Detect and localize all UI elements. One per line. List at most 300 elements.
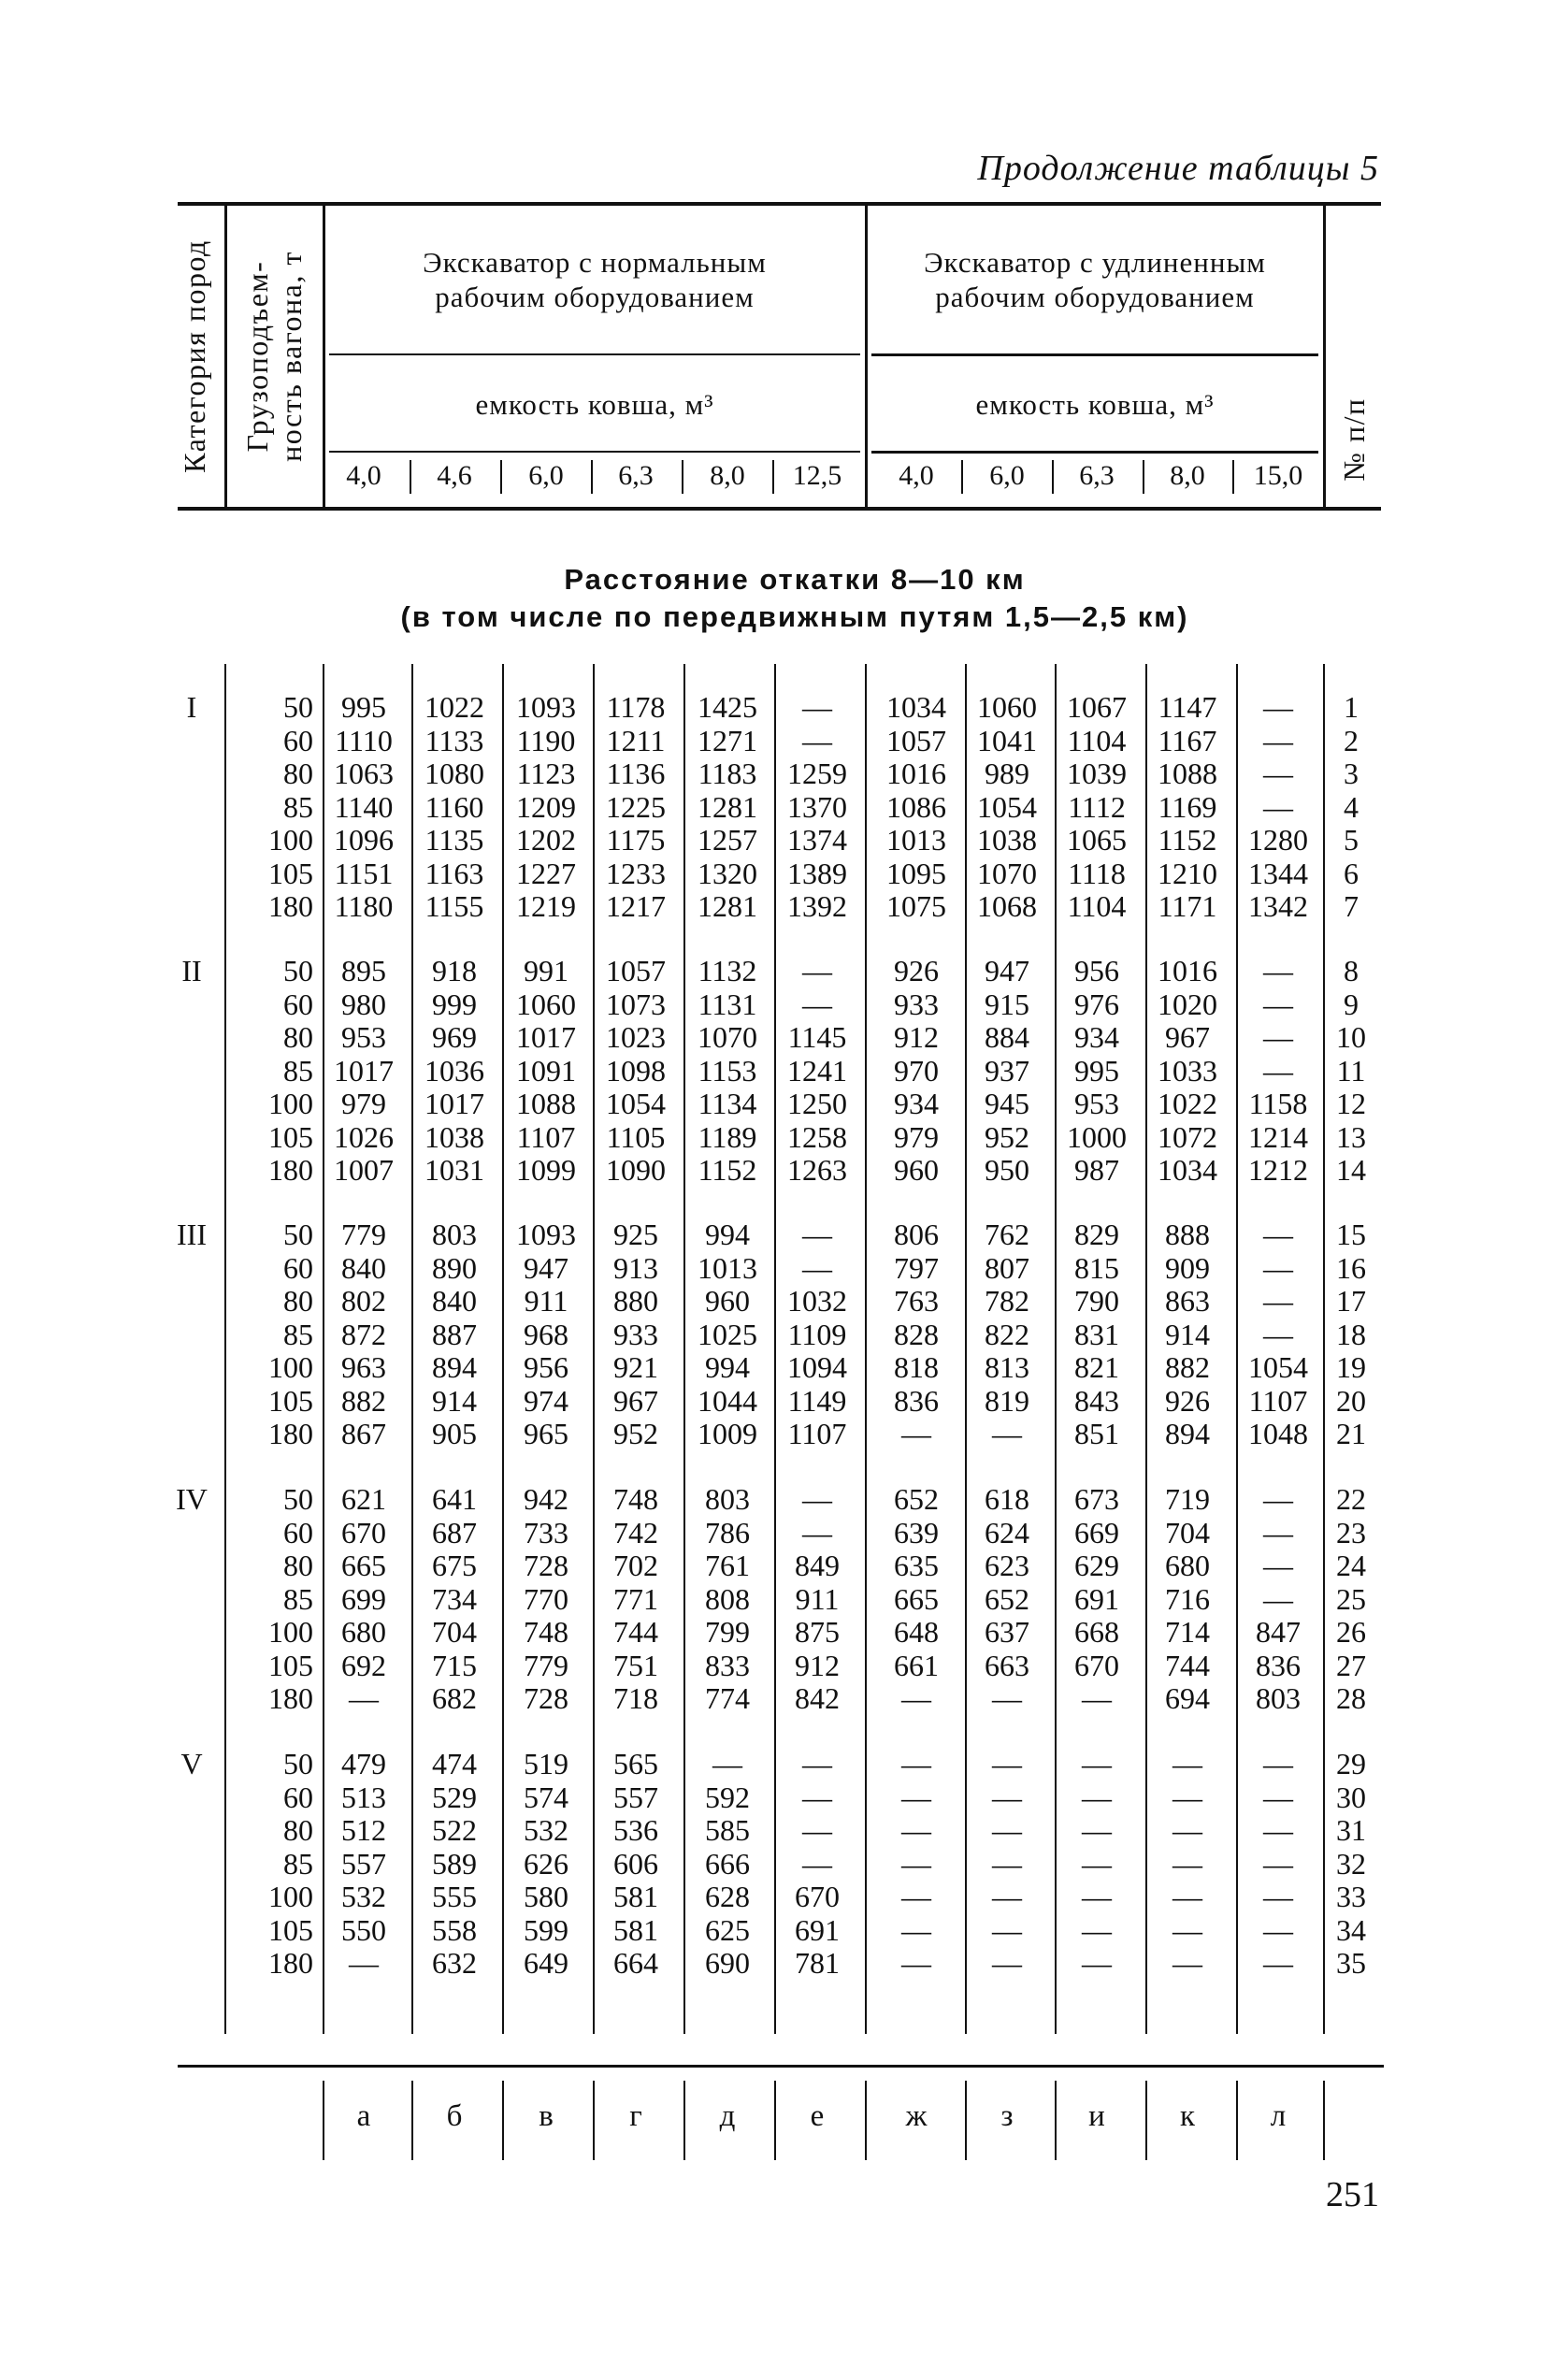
table-cell: 994 — [705, 1350, 750, 1384]
table-cell: 1169 — [1158, 789, 1217, 824]
row-number: 2 — [1344, 723, 1359, 757]
table-cell: 474 — [432, 1747, 477, 1780]
table-cell: 967 — [1165, 1020, 1210, 1054]
header-divider — [1323, 202, 1326, 511]
letter-separator — [1236, 2081, 1238, 2160]
table-cell: — — [1263, 1846, 1293, 1881]
table-cell: 819 — [985, 1383, 1029, 1418]
table-cell: 895 — [341, 954, 386, 987]
table-cell: 880 — [613, 1284, 658, 1318]
table-cell: 774 — [705, 1681, 750, 1715]
table-cell: 911 — [795, 1581, 840, 1616]
table-cell: 952 — [985, 1119, 1029, 1154]
capacity-separator — [1143, 460, 1144, 494]
table-cell: 933 — [613, 1317, 658, 1351]
table-cell: 1093 — [516, 1218, 576, 1251]
table-cell: 1067 — [1067, 690, 1127, 724]
table-cell: 987 — [1074, 1153, 1119, 1187]
table-cell: 1151 — [334, 856, 394, 890]
row-number: 32 — [1336, 1846, 1366, 1881]
capacity-separator — [500, 460, 502, 494]
letter-separator — [965, 2081, 967, 2160]
row-number: 27 — [1336, 1648, 1366, 1682]
table-cell: 1342 — [1248, 889, 1308, 923]
table-cell: 995 — [341, 690, 386, 724]
table-cell: 960 — [705, 1284, 750, 1318]
table-cell: — — [1263, 1813, 1293, 1847]
table-cell: 585 — [705, 1813, 750, 1847]
table-cell: — — [1263, 1250, 1293, 1285]
bucket-capacity: 6,3 — [1079, 460, 1115, 491]
table-cell: 963 — [341, 1350, 386, 1384]
table-cell: 1217 — [606, 889, 666, 923]
table-cell: 1072 — [1158, 1119, 1217, 1154]
row-number: 29 — [1336, 1747, 1366, 1780]
table-cell: 1180 — [334, 889, 394, 923]
column-rule — [224, 664, 226, 2034]
wagon-capacity: 105 — [268, 1648, 313, 1682]
table-cell: 1123 — [516, 757, 576, 790]
row-number: 34 — [1336, 1912, 1366, 1947]
table-cell: 1023 — [606, 1020, 666, 1054]
table-cell: 770 — [524, 1581, 568, 1616]
header-divider — [871, 451, 1318, 454]
table-cell: 1389 — [787, 856, 847, 890]
table-cell: 1320 — [698, 856, 757, 890]
table-cell: 1211 — [606, 723, 666, 757]
table-cell: 1057 — [606, 954, 666, 987]
wagon-capacity: 100 — [268, 1615, 313, 1649]
table-cell: 639 — [894, 1515, 939, 1550]
table-cell: 1258 — [787, 1119, 847, 1154]
table-cell: 1209 — [516, 789, 576, 824]
table-cell: 945 — [985, 1087, 1029, 1120]
table-cell: 836 — [1256, 1648, 1301, 1682]
table-cell: 888 — [1165, 1218, 1210, 1251]
table-cell: 1017 — [334, 1053, 394, 1088]
row-number: 26 — [1336, 1615, 1366, 1649]
table-cell: 887 — [432, 1317, 477, 1351]
table-cell: — — [1082, 1747, 1112, 1780]
table-cell: 797 — [894, 1250, 939, 1285]
wagon-capacity: 100 — [268, 1350, 313, 1384]
table-cell: 803 — [1256, 1681, 1301, 1715]
capacity-separator — [591, 460, 593, 494]
table-cell: — — [992, 1880, 1022, 1913]
table-cell: 905 — [432, 1417, 477, 1450]
table-cell: 1259 — [787, 757, 847, 790]
table-cell: 557 — [341, 1846, 386, 1881]
table-cell: 1190 — [516, 723, 576, 757]
table-cell: 1091 — [516, 1053, 576, 1088]
table-cell: 1233 — [606, 856, 666, 890]
table-cell: 815 — [1074, 1250, 1119, 1285]
table-cell: 828 — [894, 1317, 939, 1351]
bucket-capacity: 4,6 — [437, 460, 472, 491]
table-cell: 1022 — [424, 690, 484, 724]
table-cell: 652 — [894, 1482, 939, 1516]
table-cell: 1152 — [698, 1153, 757, 1187]
capacity-separator — [961, 460, 963, 494]
wagon-capacity: 180 — [268, 1417, 313, 1450]
table-cell: 728 — [524, 1681, 568, 1715]
table-cell: 621 — [341, 1482, 386, 1516]
table-cell: 716 — [1165, 1581, 1210, 1616]
table-cell: 1104 — [1067, 723, 1127, 757]
table-cell: 1060 — [516, 987, 576, 1021]
table-cell: 606 — [613, 1846, 658, 1881]
table-cell: 744 — [613, 1615, 658, 1649]
table-cell: 807 — [985, 1250, 1029, 1285]
table-cell: 675 — [432, 1549, 477, 1582]
row-number: 5 — [1344, 823, 1359, 857]
table-cell: 637 — [985, 1615, 1029, 1649]
table-cell: 532 — [524, 1813, 568, 1847]
table-cell: 665 — [341, 1549, 386, 1582]
table-cell: 786 — [705, 1515, 750, 1550]
table-cell: 960 — [894, 1153, 939, 1187]
continuation-title: Продолжение таблицы 5 — [977, 149, 1379, 188]
table-cell: 1088 — [1158, 757, 1217, 790]
table-cell: 589 — [432, 1846, 477, 1881]
table-cell: 781 — [795, 1946, 840, 1980]
table-cell: 953 — [1074, 1087, 1119, 1120]
table-cell: 863 — [1165, 1284, 1210, 1318]
table-cell: — — [901, 1780, 931, 1814]
wagon-capacity: 50 — [283, 1747, 313, 1780]
table-cell: 882 — [341, 1383, 386, 1418]
column-letter: а — [356, 2099, 371, 2133]
header-normal-line1: Экскаватор с нормальным — [423, 246, 767, 279]
table-cell: 926 — [894, 954, 939, 987]
wagon-capacity: 100 — [268, 823, 313, 857]
table-cell: 1088 — [516, 1087, 576, 1120]
row-number: 15 — [1336, 1218, 1366, 1251]
row-number: 20 — [1336, 1383, 1366, 1418]
table-cell: — — [1263, 757, 1293, 790]
letter-separator — [502, 2081, 504, 2160]
row-number: 21 — [1336, 1417, 1366, 1450]
table-cell: 1135 — [424, 823, 484, 857]
table-cell: 1153 — [698, 1053, 757, 1088]
table-cell: 1016 — [886, 757, 946, 790]
table-cell: 599 — [524, 1912, 568, 1947]
table-cell: 969 — [432, 1020, 477, 1054]
table-cell: 867 — [341, 1417, 386, 1450]
table-cell: — — [1082, 1880, 1112, 1913]
table-cell: 742 — [613, 1515, 658, 1550]
table-cell: 1281 — [698, 789, 757, 824]
table-cell: — — [1263, 690, 1293, 724]
letter-separator — [1055, 2081, 1057, 2160]
table-cell: 847 — [1256, 1615, 1301, 1649]
table-cell: 831 — [1074, 1317, 1119, 1351]
header-divider — [224, 202, 227, 511]
table-cell: 1068 — [977, 889, 1037, 923]
row-number: 7 — [1344, 889, 1359, 923]
column-letter: е — [810, 2099, 825, 2133]
table-cell: 1147 — [1158, 690, 1217, 724]
capacity-separator — [1232, 460, 1234, 494]
table-cell: — — [1263, 1218, 1293, 1251]
letter-separator — [865, 2081, 867, 2160]
wagon-capacity: 50 — [283, 1218, 313, 1251]
table-cell: 1070 — [698, 1020, 757, 1054]
table-cell: 1013 — [886, 823, 946, 857]
header-normal-group — [329, 245, 860, 314]
table-cell: 1095 — [886, 856, 946, 890]
table-cell: — — [1263, 1020, 1293, 1054]
table-cell: 840 — [341, 1250, 386, 1285]
table-cell: 974 — [524, 1383, 568, 1418]
table-cell: — — [1263, 1482, 1293, 1516]
table-cell: — — [992, 1912, 1022, 1947]
row-number: 4 — [1344, 789, 1359, 824]
row-number: 30 — [1336, 1780, 1366, 1814]
table-cell: 718 — [613, 1681, 658, 1715]
table-cell: — — [802, 987, 832, 1021]
table-cell: — — [992, 1846, 1022, 1881]
table-cell: 1219 — [516, 889, 576, 923]
table-cell: 512 — [341, 1813, 386, 1847]
table-cell: 1271 — [698, 723, 757, 757]
table-cell: 1093 — [516, 690, 576, 724]
table-cell: — — [1172, 1780, 1202, 1814]
table-cell: — — [1263, 1747, 1293, 1780]
table-cell: 670 — [1074, 1648, 1119, 1682]
table-cell: — — [901, 1813, 931, 1847]
table-cell: 989 — [985, 757, 1029, 790]
table-cell: 1109 — [787, 1317, 847, 1351]
rock-category: IV — [176, 1482, 208, 1516]
wagon-capacity: 50 — [283, 1482, 313, 1516]
table-cell: 818 — [894, 1350, 939, 1384]
table-cell: — — [992, 1946, 1022, 1980]
table-cell: 782 — [985, 1284, 1029, 1318]
table-cell: 1034 — [1158, 1153, 1217, 1187]
column-letter: г — [629, 2099, 642, 2133]
table-cell: — — [901, 1846, 931, 1881]
table-cell: 744 — [1165, 1648, 1210, 1682]
letter-separator — [323, 2081, 324, 2160]
table-cell: 1032 — [787, 1284, 847, 1318]
table-cell: 991 — [524, 954, 568, 987]
table-cell: 1025 — [698, 1317, 757, 1351]
table-cell: 581 — [613, 1912, 658, 1947]
table-cell: 1158 — [1248, 1087, 1308, 1120]
table-cell: 748 — [524, 1615, 568, 1649]
table-cell: 1118 — [1068, 856, 1126, 890]
table-cell: 691 — [1074, 1581, 1119, 1616]
table-cell: 1090 — [606, 1153, 666, 1187]
bucket-capacity: 15,0 — [1253, 460, 1303, 491]
table-cell: 821 — [1074, 1350, 1119, 1384]
capacity-separator — [772, 460, 774, 494]
table-cell: 1281 — [698, 889, 757, 923]
wagon-capacity: 85 — [283, 1317, 313, 1351]
table-cell: 1105 — [606, 1119, 666, 1154]
letter-separator — [683, 2081, 685, 2160]
letter-separator — [1323, 2081, 1325, 2160]
row-number: 18 — [1336, 1317, 1366, 1351]
table-cell: 1374 — [787, 823, 847, 857]
letter-separator — [774, 2081, 776, 2160]
table-cell: 942 — [524, 1482, 568, 1516]
table-cell: 734 — [432, 1581, 477, 1616]
table-cell: 851 — [1074, 1417, 1119, 1450]
table-cell: 947 — [985, 954, 1029, 987]
row-number: 12 — [1336, 1087, 1366, 1120]
table-cell: 1016 — [1158, 954, 1217, 987]
table-cell: — — [1082, 1780, 1112, 1814]
rock-category: I — [186, 690, 197, 724]
rock-category: V — [180, 1747, 203, 1780]
wagon-capacity: 80 — [283, 1284, 313, 1318]
table-cell: 1167 — [1158, 723, 1217, 757]
table-cell: 1033 — [1158, 1053, 1217, 1088]
table-cell: — — [802, 954, 832, 987]
column-letter: з — [1000, 2099, 1014, 2133]
table-cell: 1250 — [787, 1087, 847, 1120]
table-cell: 649 — [524, 1946, 568, 1980]
table-cell: 1163 — [424, 856, 484, 890]
wagon-capacity: 50 — [283, 954, 313, 987]
table-cell: 909 — [1165, 1250, 1210, 1285]
table-cell: 894 — [1165, 1417, 1210, 1450]
wagon-capacity: 50 — [283, 690, 313, 724]
table-cell: 1038 — [424, 1119, 484, 1154]
row-number: 24 — [1336, 1549, 1366, 1582]
table-cell: 921 — [613, 1350, 658, 1384]
table-cell: 1107 — [1248, 1383, 1308, 1418]
table-cell: 663 — [985, 1648, 1029, 1682]
table-cell: 1227 — [516, 856, 576, 890]
bucket-capacity: 8,0 — [710, 460, 745, 491]
row-number: 22 — [1336, 1482, 1366, 1516]
table-cell: 952 — [613, 1417, 658, 1450]
table-cell: 822 — [985, 1317, 1029, 1351]
table-cell: — — [802, 1482, 832, 1516]
table-cell: 1110 — [335, 723, 393, 757]
header-capacity-line2: ность вагона, т — [274, 251, 308, 462]
table-cell: — — [1263, 1515, 1293, 1550]
table-cell: 875 — [795, 1615, 840, 1649]
table-cell: 1140 — [334, 789, 394, 824]
table-cell: 843 — [1074, 1383, 1119, 1418]
table-cell: 803 — [432, 1218, 477, 1251]
table-cell: 673 — [1074, 1482, 1119, 1516]
table-cell: — — [802, 1218, 832, 1251]
table-cell: 912 — [795, 1648, 840, 1682]
header-divider — [329, 353, 860, 355]
table-cell: — — [802, 1780, 832, 1814]
table-cell: — — [901, 1880, 931, 1913]
column-letter: д — [719, 2099, 736, 2133]
table-cell: 894 — [432, 1350, 477, 1384]
table-cell: 934 — [1074, 1020, 1119, 1054]
table-cell: — — [992, 1780, 1022, 1814]
table-cell: 1041 — [977, 723, 1037, 757]
table-cell: 937 — [985, 1053, 1029, 1088]
table-cell: — — [1082, 1813, 1112, 1847]
table-cell: 522 — [432, 1813, 477, 1847]
table-cell: 994 — [705, 1218, 750, 1251]
wagon-capacity: 105 — [268, 1119, 313, 1154]
table-cell: 1073 — [606, 987, 666, 1021]
table-cell: 1044 — [698, 1383, 757, 1418]
table-cell: — — [901, 1417, 931, 1450]
table-cell: — — [901, 1912, 931, 1947]
table-cell: 840 — [432, 1284, 477, 1318]
table-cell: 1017 — [516, 1020, 576, 1054]
table-cell: 733 — [524, 1515, 568, 1550]
table-cell: 808 — [705, 1581, 750, 1616]
wagon-capacity: 60 — [283, 1250, 313, 1285]
bucket-label-normal: емкость ковша, м³ — [475, 388, 714, 421]
wagon-capacity: 105 — [268, 1383, 313, 1418]
table-cell: 968 — [524, 1317, 568, 1351]
header-capacity-line1: Грузоподъем- — [240, 260, 274, 453]
table-cell: 714 — [1165, 1615, 1210, 1649]
row-number: 14 — [1336, 1153, 1366, 1187]
table-cell: — — [802, 1515, 832, 1550]
table-cell: 1425 — [698, 690, 757, 724]
table-cell: 670 — [341, 1515, 386, 1550]
table-cell: 799 — [705, 1615, 750, 1649]
section-title-line2: (в том числе по передвижным путям 1,5—2,5 км) — [400, 600, 1189, 633]
bucket-label-extended: емкость ковша, м³ — [975, 388, 1215, 421]
table-cell: 1060 — [977, 690, 1037, 724]
wagon-capacity: 100 — [268, 1087, 313, 1120]
column-rule — [865, 664, 867, 2034]
table-cell: — — [1263, 1317, 1293, 1351]
table-cell: 694 — [1165, 1681, 1210, 1715]
table-cell: 1131 — [698, 987, 757, 1021]
table-cell: 1054 — [1248, 1350, 1308, 1384]
table-cell: 751 — [613, 1648, 658, 1682]
table-cell: 802 — [341, 1284, 386, 1318]
wagon-capacity: 85 — [283, 1846, 313, 1881]
table-cell: — — [349, 1681, 379, 1715]
row-number: 10 — [1336, 1020, 1366, 1054]
row-number: 9 — [1344, 987, 1359, 1021]
table-cell: 1155 — [424, 889, 484, 923]
column-rule — [1323, 664, 1325, 2034]
table-cell: 529 — [432, 1780, 477, 1814]
table-cell: 1007 — [334, 1153, 394, 1187]
table-cell: 1171 — [1158, 889, 1217, 923]
table-cell: 1107 — [787, 1417, 847, 1450]
table-cell: 702 — [613, 1549, 658, 1582]
section-title-line1: Расстояние откатки 8—10 км — [564, 563, 1026, 596]
table-cell: 641 — [432, 1482, 477, 1516]
capacity-separator — [682, 460, 683, 494]
table-cell: 1263 — [787, 1153, 847, 1187]
table-cell: 555 — [432, 1880, 477, 1913]
capacity-separator — [410, 460, 411, 494]
wagon-capacity: 180 — [268, 1946, 313, 1980]
table-cell: 1344 — [1248, 856, 1308, 890]
table-cell: 704 — [1165, 1515, 1210, 1550]
table-cell: 1009 — [698, 1417, 757, 1450]
table-cell: 1036 — [424, 1053, 484, 1088]
table-cell: 947 — [524, 1250, 568, 1285]
table-cell: 632 — [432, 1946, 477, 1980]
row-number: 25 — [1336, 1581, 1366, 1616]
table-cell: 956 — [1074, 954, 1119, 987]
table-cell: 682 — [432, 1681, 477, 1715]
row-number: 16 — [1336, 1250, 1366, 1285]
